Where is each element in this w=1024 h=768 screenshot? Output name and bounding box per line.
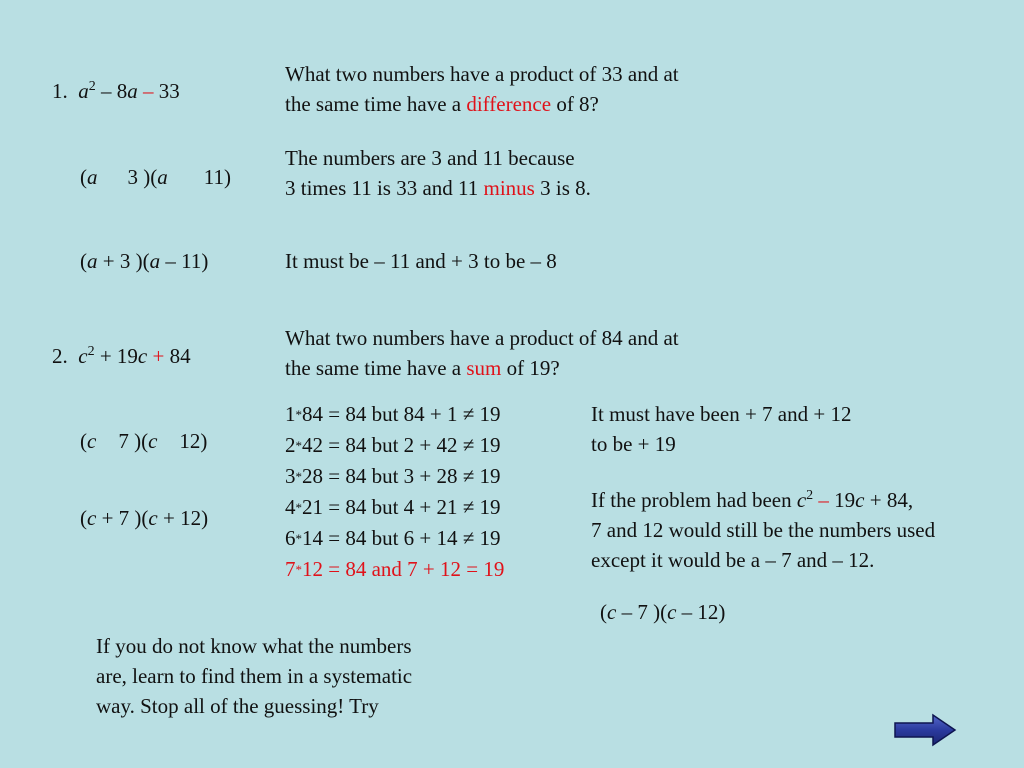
- problem1-sign: –: [143, 79, 154, 103]
- problem2-step1: (c 7 )(c 12): [80, 429, 208, 453]
- problem1-explanation-line2: 3 times 11 is 33 and 11 minus 3 is 8.: [285, 176, 591, 200]
- trial-row-answer: 7*12 = 84 and 7 + 12 = 19: [285, 557, 505, 581]
- problem1-explanation: [285, 143, 591, 203]
- problem2-question-line1: What two numbers have a product of 84 and at: [285, 326, 679, 350]
- problem1-expression: [52, 76, 180, 106]
- problem1-const: 33: [158, 79, 180, 103]
- problem1-question: [285, 59, 679, 119]
- problem1-number: 1.: [52, 79, 68, 103]
- problem1-step1: (a 3 )(a 11): [80, 165, 231, 189]
- problem2-mid: + 19: [99, 344, 138, 368]
- problem2-alternative: [591, 485, 935, 575]
- trial-row: 4*21 = 84 but 4 + 21 ≠ 19: [285, 495, 501, 519]
- problem1-question-line2: the same time have a difference of 8?: [285, 92, 599, 116]
- keyword-difference: difference: [466, 92, 552, 116]
- problem2-var2: c: [137, 344, 148, 368]
- trial-row: 3*28 = 84 but 3 + 28 ≠ 19: [285, 464, 501, 488]
- keyword-sum: sum: [466, 356, 502, 380]
- right-arrow-icon[interactable]: [893, 713, 957, 747]
- problem1-question-line1: What two numbers have a product of 33 and at: [285, 62, 679, 86]
- problem2-var: c: [78, 344, 88, 368]
- trials-list: [285, 399, 504, 585]
- problem2-exponent: 2: [87, 344, 95, 359]
- problem2-question-line2: the same time have a sum of 19?: [285, 356, 560, 380]
- alternative-line3: except it would be a – 7 and – 12.: [591, 548, 875, 572]
- trial-row: 6*14 = 84 but 6 + 14 ≠ 19: [285, 526, 501, 550]
- problem2-sign: +: [152, 344, 165, 368]
- problem1-mid: – 8: [101, 79, 128, 103]
- problem1-exponent: 2: [88, 79, 96, 94]
- trial-row: 2*42 = 84 but 2 + 42 ≠ 19: [285, 433, 501, 457]
- problem2-must-have-been: It must have been + 7 and + 12 to be + 19: [591, 402, 852, 456]
- problem2-step2: (c + 7 )(c + 12): [80, 506, 209, 530]
- problem2-const: 84: [169, 344, 191, 368]
- problem1-explanation-line1: The numbers are 3 and 11 because: [285, 146, 575, 170]
- problem2-question: [285, 323, 679, 383]
- advice-text: If you do not know what the numbers are, learn to find them in a systematic way. Stop all of the guessing! Try: [96, 634, 413, 718]
- problem1-var: a: [78, 79, 89, 103]
- keyword-minus: minus: [483, 176, 535, 200]
- alternative-factored: (c – 7 )(c – 12): [600, 600, 726, 624]
- alternative-line2: 7 and 12 would still be the numbers used: [591, 518, 936, 542]
- problem1-step2: (a + 3 )(a – 11): [80, 249, 209, 273]
- trial-row: 1*84 = 84 but 84 + 1 ≠ 19: [285, 402, 501, 426]
- problem1-var2: a: [127, 79, 138, 103]
- alternative-line1: If the problem had been $c^2 - 19c + 84$,: [591, 488, 914, 512]
- problem2-number: 2.: [52, 344, 68, 368]
- problem1-conclusion: It must be – 11 and + 3 to be – 8: [285, 249, 557, 273]
- problem2-expression: [52, 341, 191, 371]
